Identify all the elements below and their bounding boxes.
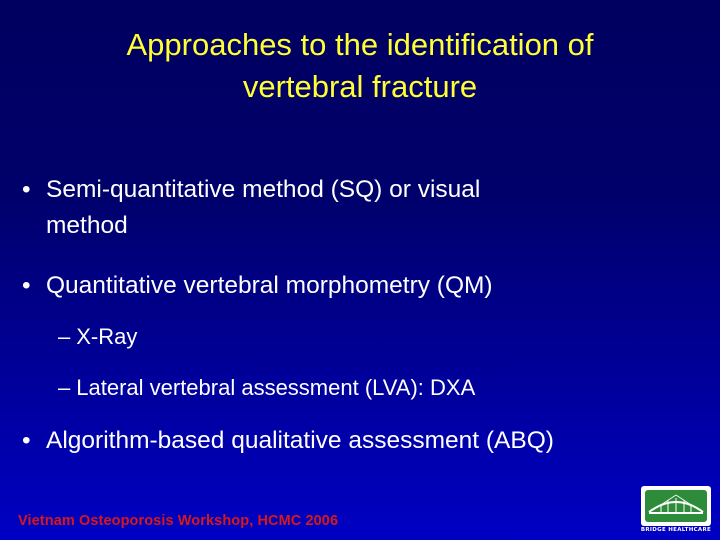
bullet-icon: • (22, 176, 31, 203)
bullet-icon: • (22, 427, 31, 454)
sub-item-text: X-Ray (76, 324, 138, 349)
slide-title (20, 24, 700, 108)
bullet-item-abq (22, 423, 554, 459)
bullet-item-line: Semi-quantitative method (SQ) or visual (46, 176, 481, 203)
bullet-item-line: Quantitative vertebral morphometry (QM) (46, 272, 493, 299)
bullet-item-text (22, 268, 493, 304)
bridge-healthcare-logo (636, 486, 716, 536)
bullet-item-line: method (46, 212, 128, 239)
bullet-item-qm (22, 268, 493, 304)
bullet-item-line: Algorithm-based qualitative assessment (ABQ) (46, 427, 554, 454)
bullet-item-text (22, 172, 480, 244)
dash-icon: – (58, 324, 71, 349)
bullet-item-sq-method (22, 172, 480, 244)
dash-icon: – (58, 375, 71, 400)
sub-item-lva (58, 373, 475, 403)
logo-text: BRIDGE HEALTHCARE (640, 527, 712, 533)
logo-mark (641, 486, 711, 526)
footer-text: Vietnam Osteoporosis Workshop, HCMC 2006 (18, 513, 339, 529)
sub-item-text: Lateral vertebral assessment (LVA): DXA (76, 375, 476, 400)
slide-title-line-2: vertebral fracture (242, 69, 478, 104)
slide-title-line-1: Approaches to the identification of (126, 27, 594, 62)
bridge-icon (641, 486, 711, 526)
bullet-item-text (22, 423, 554, 459)
bullet-icon: • (22, 272, 31, 299)
sub-item-xray (58, 322, 137, 352)
